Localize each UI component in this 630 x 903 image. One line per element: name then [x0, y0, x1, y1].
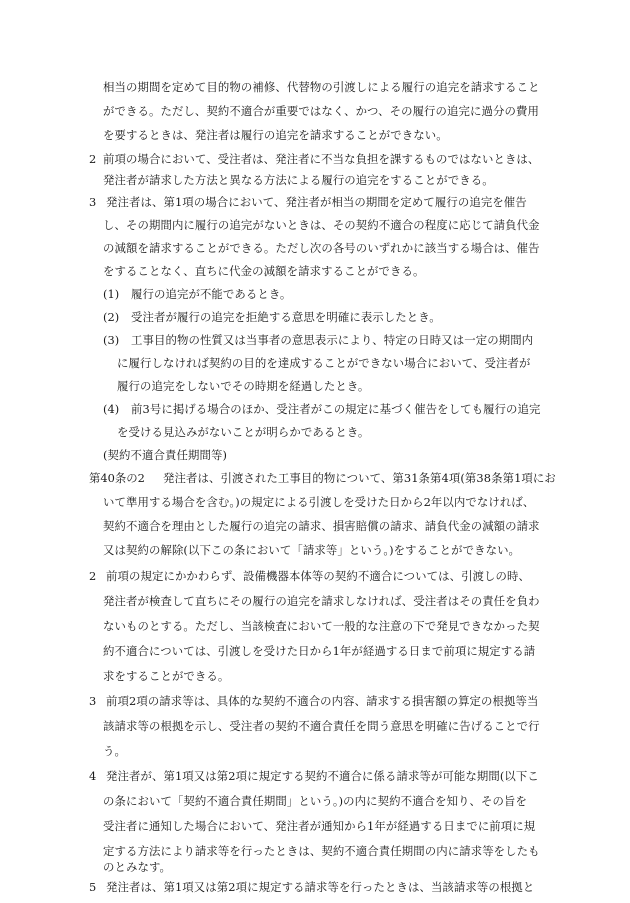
item-number: (2) — [103, 310, 120, 324]
text-line: 前項の規定にかかわらず、設備機器本体等の契約不適合については、引渡しの時、 — [106, 569, 531, 583]
text-line: に履行しなければ契約の目的を達成することができない場合において、受注者が — [117, 356, 531, 370]
item-number: (1) — [103, 287, 120, 301]
text-line: う。 — [103, 744, 126, 758]
paragraph-number: 5 — [89, 880, 97, 894]
text-line: 受注者に通知した場合において、発注者が通知から1年が経過する日までに前項に規 — [103, 819, 536, 833]
text-line: 前項の場合において、受注者は、発注者に不当な負担を課するものではないときは、 — [103, 152, 540, 166]
text-line: ないものとする。ただし、当該検査において一般的な注意の下で発見できなかった契 — [103, 619, 540, 633]
text-line: し、その期間内に履行の追完がないときは、その契約不適合の程度に応じて請負代金 — [103, 218, 540, 232]
paragraph-number: 2 — [89, 569, 97, 583]
text-line: 履行の追完をしないでその時期を経過したとき。 — [117, 379, 370, 393]
text-line: 発注者は、第1項又は第2項に規定する請求等を行ったときは、当該請求等の根拠と — [106, 880, 535, 894]
text-line: 求をすることができる。 — [103, 669, 230, 683]
paragraph-number: 2 — [89, 152, 97, 166]
text-line: の条において「契約不適合責任期間」という。)の内に契約不適合を知り、その旨を — [103, 794, 527, 808]
text-line: 発注者が検査して直ちにその履行の追完を請求しなければ、受注者はその責任を負わ — [103, 594, 540, 608]
article-number: 第40条の2 — [89, 471, 145, 485]
text-line: 工事目的物の性質又は当事者の意思表示により、特定の日時又は一定の期間内 — [131, 333, 534, 347]
text-line: をすることなく、直ちに代金の減額を請求することができる。 — [103, 264, 425, 278]
text-line: 発注者は、引渡された工事目的物について、第31条第4項(第38条第1項にお — [163, 471, 556, 485]
text-line: 定する方法により請求等を行ったときは、契約不適合責任期間の内に請求等をしたも — [103, 844, 540, 858]
text-line: のとみなす。 — [103, 860, 172, 874]
paragraph-number: 3 — [89, 694, 97, 708]
text-line: 前項2項の請求等は、具体的な契約不適合の内容、請求する損害額の算定の根拠等当 — [106, 694, 539, 708]
item-number: (4) — [103, 402, 120, 416]
text-line: を要するときは、発注者は履行の追完を請求することができない。 — [103, 128, 448, 142]
text-line: 又は契約の解除(以下この条において「請求等」という。)をすることができない。 — [103, 543, 521, 557]
text-line: 履行の追完が不能であるとき。 — [131, 287, 292, 301]
text-line: 前3号に掲げる場合のほか、受注者がこの規定に基づく催告をしても履行の追完 — [131, 402, 541, 416]
text-line: を受ける見込みがないことが明らかであるとき。 — [117, 425, 370, 439]
paragraph-number: 4 — [89, 769, 97, 783]
text-line: 相当の期間を定めて目的物の補修、代替物の引渡しによる履行の追完を請求すること — [103, 80, 540, 94]
text-line: 発注者が請求した方法と異なる方法による履行の追完をすることができる。 — [103, 173, 494, 187]
text-line: 受注者が履行の追完を拒絶する意思を明確に表示したとき。 — [131, 310, 441, 324]
text-line: いて準用する場合を含む。)の規定による引渡しを受けた日から2年以内でなければ、 — [103, 495, 535, 509]
text-line: 発注者が、第1項又は第2項に規定する契約不適合に係る請求等が可能な期間(以下こ — [106, 769, 539, 783]
text-line: 約不適合については、引渡しを受けた日から1年が経過する日まで前項に規定する請 — [103, 644, 536, 658]
text-line: 該請求等の根拠を示し、受注者の契約不適合責任を問う意思を明確に告げることで行 — [103, 719, 540, 733]
item-number: (3) — [103, 333, 120, 347]
text-line: 契約不適合を理由とした履行の追完の請求、損害賠償の請求、請負代金の減額の請求 — [103, 519, 540, 533]
text-line: 発注者は、第1項の場合において、発注者が相当の期間を定めて履行の追完を催告 — [106, 195, 527, 209]
paragraph-number: 3 — [89, 195, 97, 209]
text-line: の減額を請求することができる。ただし次の各号のいずれかに該当する場合は、催告 — [103, 241, 540, 255]
article-caption: (契約不適合責任期間等) — [103, 448, 227, 462]
text-line: ができる。ただし、契約不適合が重要ではなく、かつ、その履行の追完に過分の費用 — [103, 104, 539, 118]
